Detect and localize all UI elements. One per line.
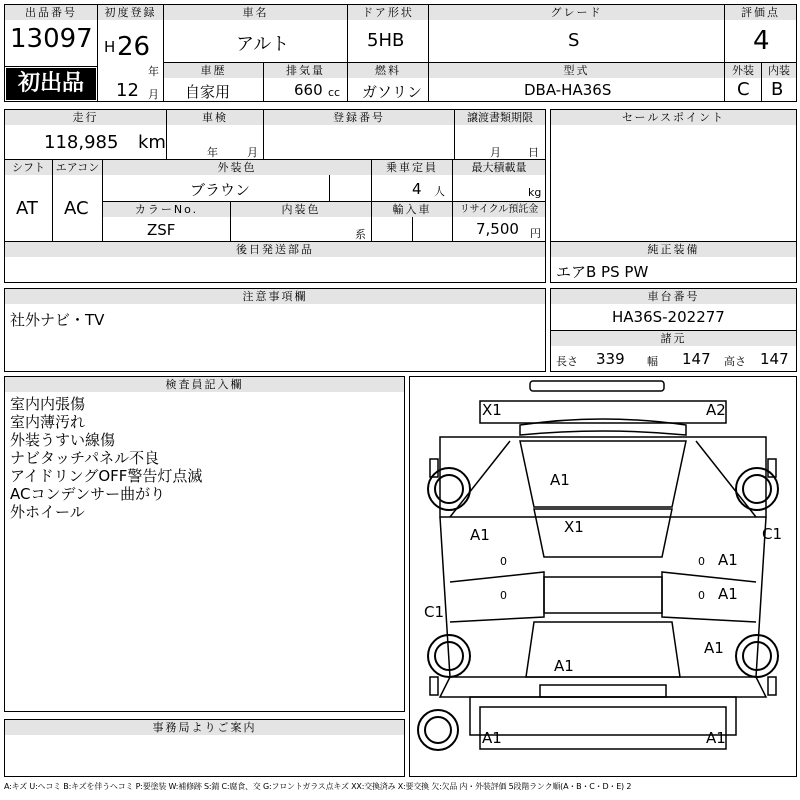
door-label: ドア形状 [348,5,428,20]
a1-rear-left-mark: A1 [482,729,502,747]
legend: A:キズ U:ヘコミ B:キズを伴うヘコミ P:要塗装 W:補修跡 S:錆 C:腐食、交 G:フロントガラス点キズ XX:交換済み X:要交換 欠:欠品 内・外装評価 5段階ランク順(A・B・C・D・E) 2 [4,782,632,791]
chassis-number: HA36S-202277 [612,308,725,326]
recycle-unit: 円 [530,227,541,240]
capacity-unit: 人 [434,185,445,198]
caution-note: 社外ナビ・TV [10,311,105,329]
reg-month: 12 [116,80,139,101]
note-line: 外ホイール [10,503,85,521]
chassis-label: 車台番号 [551,289,796,304]
grade-label: グレード [429,5,724,20]
recycle-label: リサイクル預託金 [453,202,545,217]
color-no: ZSF [147,221,176,239]
genuine-equipment-label: 純正装備 [551,242,796,257]
later-parts-label: 後日発送部品 [5,242,545,257]
grade: S [568,30,580,51]
length: 339 [596,350,625,368]
model-code-label: 型式 [429,63,724,78]
width-label: 幅 [647,355,658,368]
transfer-day-unit: 日 [528,146,539,159]
displacement-label: 排気量 [264,63,347,78]
note-line: 室内薄汚れ [10,413,86,431]
history-label: 車歴 [164,63,263,78]
height: 147 [760,350,789,368]
inspection-label: 車検 [167,110,263,125]
caution-label: 注意事項欄 [5,289,545,304]
note-line: ナビタッチパネル不良 [10,449,160,467]
inspection-year-unit: 年 [207,146,218,159]
inspector-label: 検査員記入欄 [5,377,404,392]
ext-color: ブラウン [190,181,251,199]
office-label: 事務局よりご案内 [5,720,404,735]
zero-right-mark: 0 [698,555,705,568]
interior-grade-label: 内装 [762,63,796,78]
int-color-unit: 系 [355,228,366,241]
lot-no: 13097 [10,24,93,54]
model-code: DBA-HA36S [524,81,612,99]
color-no-label: カラーNo. [103,202,230,217]
transfer-month-unit: 月 [490,146,501,159]
genuine-equipment: エアB PS PW [556,263,649,281]
int-color-label: 内装色 [231,202,371,217]
car-name: アルト [236,34,290,55]
shift: AT [16,198,38,219]
x1-windshield-mark: X1 [564,518,584,536]
note-line: 室内内張傷 [10,395,86,413]
displacement-unit: cc [328,86,341,99]
zero-left-mark: 0 [500,555,507,568]
a1-right-rear-mark: A1 [718,585,738,603]
x1-top-mark: X1 [482,401,502,419]
exterior-grade-label: 外装 [725,63,761,78]
c1-left-mark: C1 [424,603,445,621]
air-conditioning: AC [64,198,89,219]
zero-right2-mark: 0 [698,589,705,602]
score-label: 評価点 [725,5,796,20]
era: H [104,38,116,56]
exterior-grade: C [737,79,750,100]
car-diagram-panel [409,376,797,777]
displacement: 660 [294,81,323,99]
height-label: 高さ [724,355,746,368]
history: 自家用 [185,83,231,101]
mileage-unit: km [138,132,166,153]
door-type: 5HB [367,30,405,51]
a1-right-front-mark: A1 [718,551,738,569]
fuel-label: 燃料 [348,63,428,78]
sales-points-panel [550,109,797,243]
inspection-month-unit: 月 [247,146,258,159]
mileage-label: 走行 [5,110,166,125]
transfer-label: 譲渡書類期限 [455,110,545,125]
note-line: アイドリングOFF警告灯点滅 [10,467,203,485]
month-unit: 月 [148,88,159,101]
a1-left-front-mark: A1 [470,526,490,544]
first-reg-label: 初度登録 [98,5,163,20]
note-line: ACコンデンサー曲がり [10,485,166,503]
c1-right-mark: C1 [762,525,783,543]
shift-label: シフト [5,160,52,175]
length-label: 長さ [556,355,578,368]
car-name-label: 車名 [164,5,347,20]
load-label: 最大積載量 [453,160,545,175]
zero-left2-mark: 0 [500,589,507,602]
inspector-notes [10,395,202,521]
load-unit: kg [528,186,542,199]
a1-rear-right-mark: A1 [706,729,726,747]
car-diagram [410,377,796,776]
a1-tailgate-mark: A1 [554,657,574,675]
width: 147 [682,350,711,368]
note-line: 外装うすい線傷 [10,431,116,449]
a1-right-quarter-mark: A1 [704,639,724,657]
interior-grade: B [771,79,784,100]
import-label: 輸入車 [372,202,452,217]
ac-label: エアコン [53,160,102,175]
year-unit: 年 [148,65,159,78]
dims-label: 諸元 [551,331,796,346]
a1-hood-mark: A1 [550,471,570,489]
plate-label: 登録番号 [264,110,454,125]
capacity-label: 乗車定員 [372,160,452,175]
ext-color-label: 外装色 [103,160,371,175]
lot-no-label: 出品番号 [5,5,97,20]
recycle-deposit: 7,500 [476,220,519,238]
sales-points-label: セールスポイント [551,110,796,125]
first-listing-badge: 初出品 [6,68,96,100]
score: 4 [753,26,770,56]
capacity: 4 [412,180,422,198]
a2-top-mark: A2 [706,401,726,419]
mileage: 118,985 [44,132,119,153]
reg-year: 26 [117,32,151,62]
fuel: ガソリン [362,83,423,101]
